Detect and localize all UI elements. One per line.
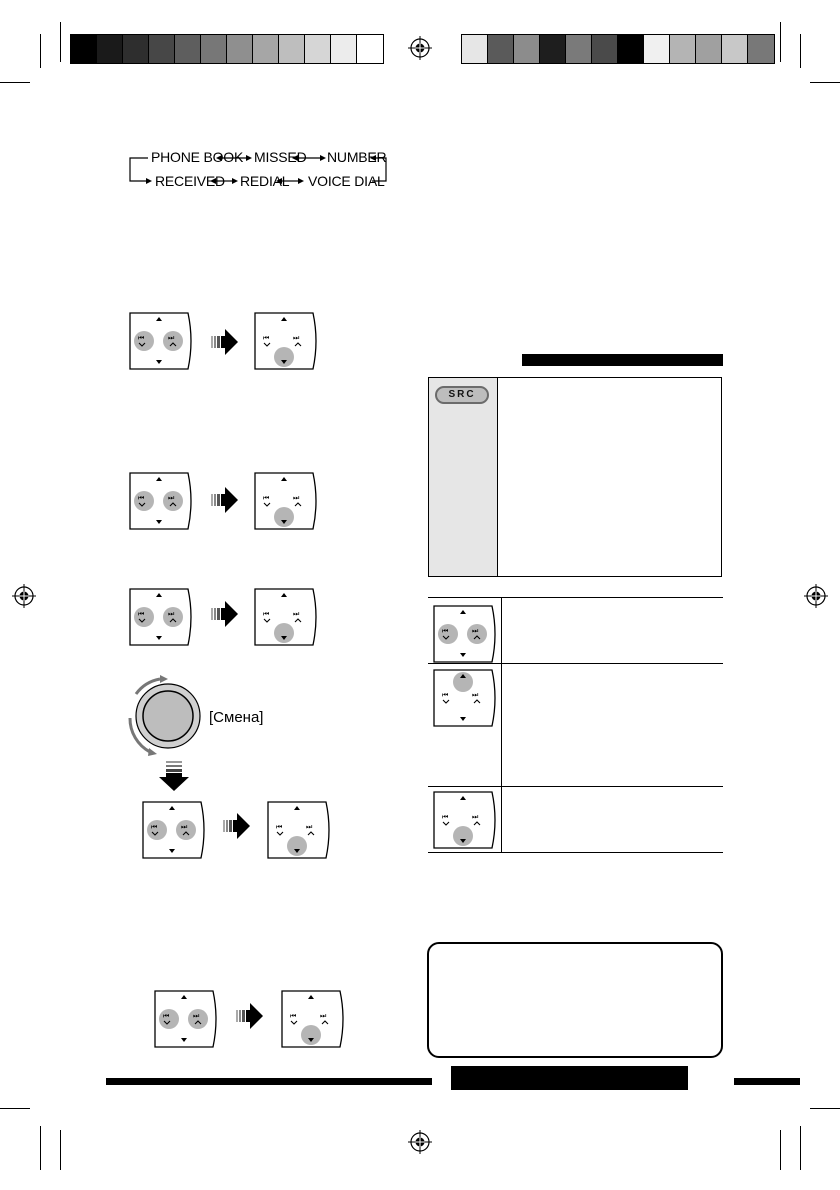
pad-left-right-icon <box>128 471 194 531</box>
right-arrow-icon <box>211 328 239 356</box>
footer-rule-left <box>106 1078 432 1085</box>
crop-mark <box>800 1126 801 1170</box>
svg-text:⏮: ⏮ <box>163 1012 170 1020</box>
crop-mark <box>800 34 801 68</box>
svg-text:⏭: ⏭ <box>293 334 300 342</box>
svg-text:⏭: ⏭ <box>472 627 479 635</box>
calibration-swatch <box>71 35 97 63</box>
pad-down-icon <box>266 800 332 860</box>
calibration-swatch <box>696 35 722 63</box>
svg-text:⏭: ⏭ <box>293 610 300 618</box>
svg-text:⏮: ⏮ <box>263 494 270 502</box>
svg-text:⏭: ⏭ <box>193 1012 200 1020</box>
menu-item-phone-book: PHONE BOOK <box>151 149 244 165</box>
pad-down-icon <box>253 311 319 371</box>
menu-item-redial: REDIAL <box>240 173 290 189</box>
menu-item-received: RECEIVED <box>155 173 225 189</box>
crop-mark <box>810 1108 840 1109</box>
svg-text:⏮: ⏮ <box>138 610 145 618</box>
svg-text:⏭: ⏭ <box>181 823 188 831</box>
pad-up-icon <box>432 668 498 728</box>
calibration-swatch <box>748 35 774 63</box>
src-button-icon: SRC <box>435 386 489 404</box>
svg-text:⏭: ⏭ <box>472 813 479 821</box>
svg-text:⏭: ⏭ <box>306 823 313 831</box>
pad-left-right-icon <box>128 587 194 647</box>
svg-text:⏮: ⏮ <box>442 691 449 699</box>
svg-text:⏭: ⏭ <box>168 494 175 502</box>
svg-text:⏭: ⏭ <box>168 610 175 618</box>
registration-mark-icon <box>804 584 828 608</box>
note-box <box>427 942 723 1058</box>
pad-down-icon <box>253 587 319 647</box>
pad-left-right-icon <box>128 311 194 371</box>
calibration-swatch <box>566 35 592 63</box>
calibration-swatch <box>670 35 696 63</box>
pad-down-icon <box>280 989 346 1049</box>
svg-text:⏭: ⏭ <box>168 334 175 342</box>
calibration-swatch <box>149 35 175 63</box>
svg-text:⏮: ⏮ <box>138 494 145 502</box>
calibration-swatch <box>201 35 227 63</box>
pad-left-right-icon <box>432 604 498 664</box>
pad-down-icon <box>432 790 498 850</box>
calibration-swatch <box>722 35 748 63</box>
crop-mark <box>810 82 840 83</box>
menu-item-voice-dial: VOICE DIAL <box>308 173 385 189</box>
down-arrow-icon <box>158 760 190 792</box>
control-dial-icon <box>124 674 208 758</box>
calibration-swatch <box>540 35 566 63</box>
dial-label: [Смена] <box>209 709 264 726</box>
table-rule <box>428 597 723 598</box>
svg-text:⏮: ⏮ <box>263 334 270 342</box>
footer-rule-right <box>734 1078 800 1085</box>
svg-text:⏮: ⏮ <box>442 813 449 821</box>
right-arrow-icon <box>236 1002 264 1030</box>
calibration-swatch <box>227 35 253 63</box>
right-arrow-icon <box>223 812 251 840</box>
crop-mark <box>0 1108 30 1109</box>
calibration-swatch <box>305 35 331 63</box>
table-rule <box>428 852 723 853</box>
table-divider <box>501 597 502 852</box>
calibration-swatch <box>175 35 201 63</box>
svg-text:⏭: ⏭ <box>320 1012 327 1020</box>
calibration-swatch <box>592 35 618 63</box>
crop-mark <box>40 1126 41 1170</box>
svg-text:⏮: ⏮ <box>151 823 158 831</box>
calibration-swatch <box>488 35 514 63</box>
crop-mark <box>0 82 30 83</box>
src-table <box>428 377 722 577</box>
footer-page-tab <box>451 1066 688 1090</box>
calibration-swatch <box>97 35 123 63</box>
svg-text:⏮: ⏮ <box>138 334 145 342</box>
svg-text:⏭: ⏭ <box>472 691 479 699</box>
menu-item-missed: MISSED <box>254 149 307 165</box>
registration-mark-icon <box>408 1130 432 1154</box>
svg-text:⏮: ⏮ <box>276 823 283 831</box>
calibration-swatch <box>462 35 488 63</box>
crop-mark <box>780 22 781 62</box>
registration-mark-icon <box>408 36 432 60</box>
calibration-swatch <box>331 35 357 63</box>
pad-left-right-icon <box>153 989 219 1049</box>
calibration-swatch <box>644 35 670 63</box>
crop-mark <box>60 22 61 62</box>
pad-down-icon <box>253 471 319 531</box>
svg-text:⏭: ⏭ <box>293 494 300 502</box>
registration-mark-icon <box>12 584 36 608</box>
section-heading-bar <box>522 354 723 366</box>
src-table-key-column <box>429 378 498 576</box>
table-rule <box>428 786 723 787</box>
calibration-bar-right <box>461 34 775 64</box>
calibration-bar-left <box>70 34 384 64</box>
svg-text:⏮: ⏮ <box>290 1012 297 1020</box>
crop-mark <box>780 1130 781 1170</box>
calibration-swatch <box>357 35 383 63</box>
svg-text:⏮: ⏮ <box>442 627 449 635</box>
calibration-swatch <box>618 35 644 63</box>
calibration-swatch <box>514 35 540 63</box>
calibration-swatch <box>253 35 279 63</box>
menu-item-number: NUMBER <box>327 149 387 165</box>
pad-left-right-icon <box>141 800 207 860</box>
crop-mark <box>40 34 41 68</box>
right-arrow-icon <box>211 600 239 628</box>
crop-mark <box>60 1130 61 1170</box>
svg-text:⏮: ⏮ <box>263 610 270 618</box>
calibration-swatch <box>123 35 149 63</box>
calibration-swatch <box>279 35 305 63</box>
right-arrow-icon <box>211 486 239 514</box>
